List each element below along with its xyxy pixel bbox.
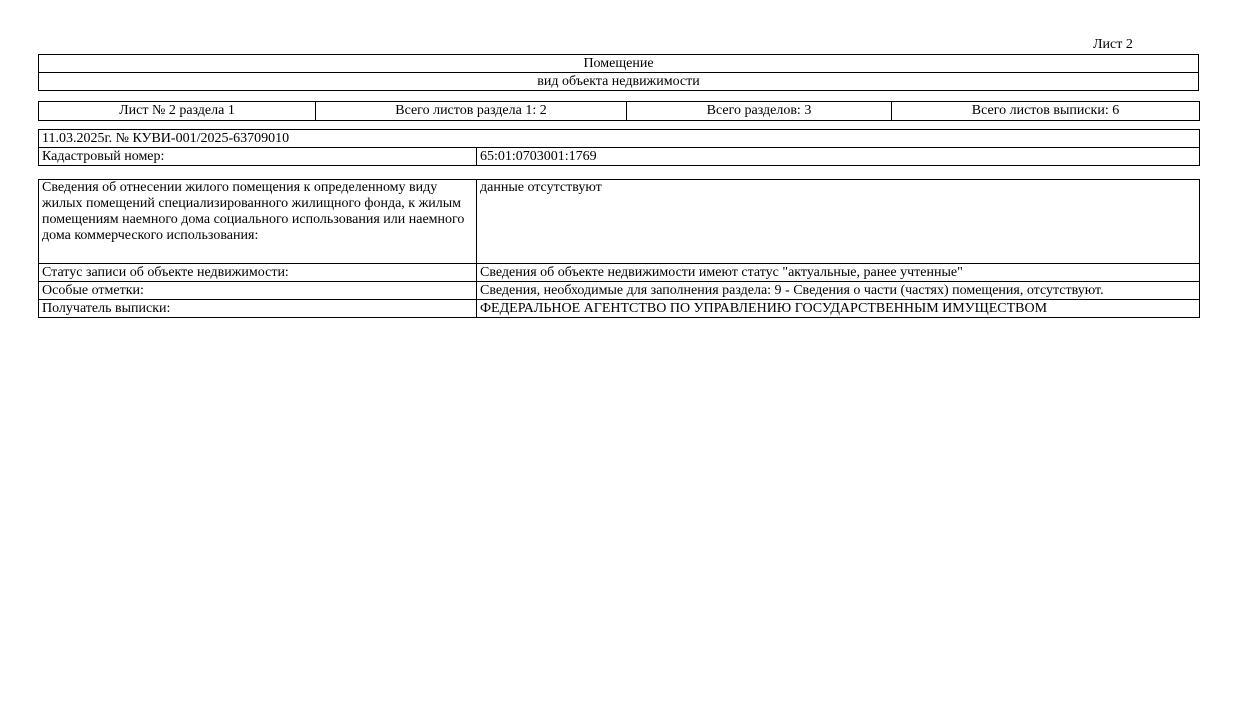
sheet-of-section: Лист № 2 раздела 1 [39,102,316,121]
sheet-number: Лист 2 [1093,37,1133,52]
special-notes-value: Сведения, необходимые для заполнения раздела: 9 - Сведения о части (частях) помещения, отсутствуют. [477,282,1200,300]
housing-type-value: данные отсутствуют [477,180,1200,264]
detail-row-status [39,264,1200,282]
section-sheets-total: Всего листов раздела 1: 2 [316,102,627,121]
recipient-value: ФЕДЕРАЛЬНОЕ АГЕНТСТВО ПО УПРАВЛЕНИЮ ГОСУДАРСТВЕННЫМ ИМУЩЕСТВОМ [477,300,1200,318]
cadastral-number-value: 65:01:0703001:1769 [477,148,1200,166]
record-status-label: Статус записи об объекте недвижимости: [39,264,477,282]
object-type-table [38,54,1199,91]
sections-total: Всего разделов: 3 [627,102,892,121]
record-date-number: 11.03.2025г. № КУВИ-001/2025-63709010 [39,130,1200,148]
sheet-info-table [38,101,1200,121]
extract-sheets-total: Всего листов выписки: 6 [892,102,1200,121]
detail-row-recipient [39,300,1200,318]
object-type-caption: вид объекта недвижимости [39,73,1199,91]
detail-row-housing-type [39,180,1200,264]
cadastral-number-label: Кадастровый номер: [39,148,477,166]
record-table [38,129,1200,166]
details-table [38,179,1200,318]
detail-row-special-notes [39,282,1200,300]
record-status-value: Сведения об объекте недвижимости имеют статус "актуальные, ранее учтенные" [477,264,1200,282]
recipient-label: Получатель выписки: [39,300,477,318]
housing-type-label: Сведения об отнесении жилого помещения к определенному виду жилых помещений специализированного жилищного фонда, к жилым помещениям наемного дома социального использования или наемного дома коммерческого использования: [39,180,477,264]
object-type: Помещение [39,55,1199,73]
special-notes-label: Особые отметки: [39,282,477,300]
